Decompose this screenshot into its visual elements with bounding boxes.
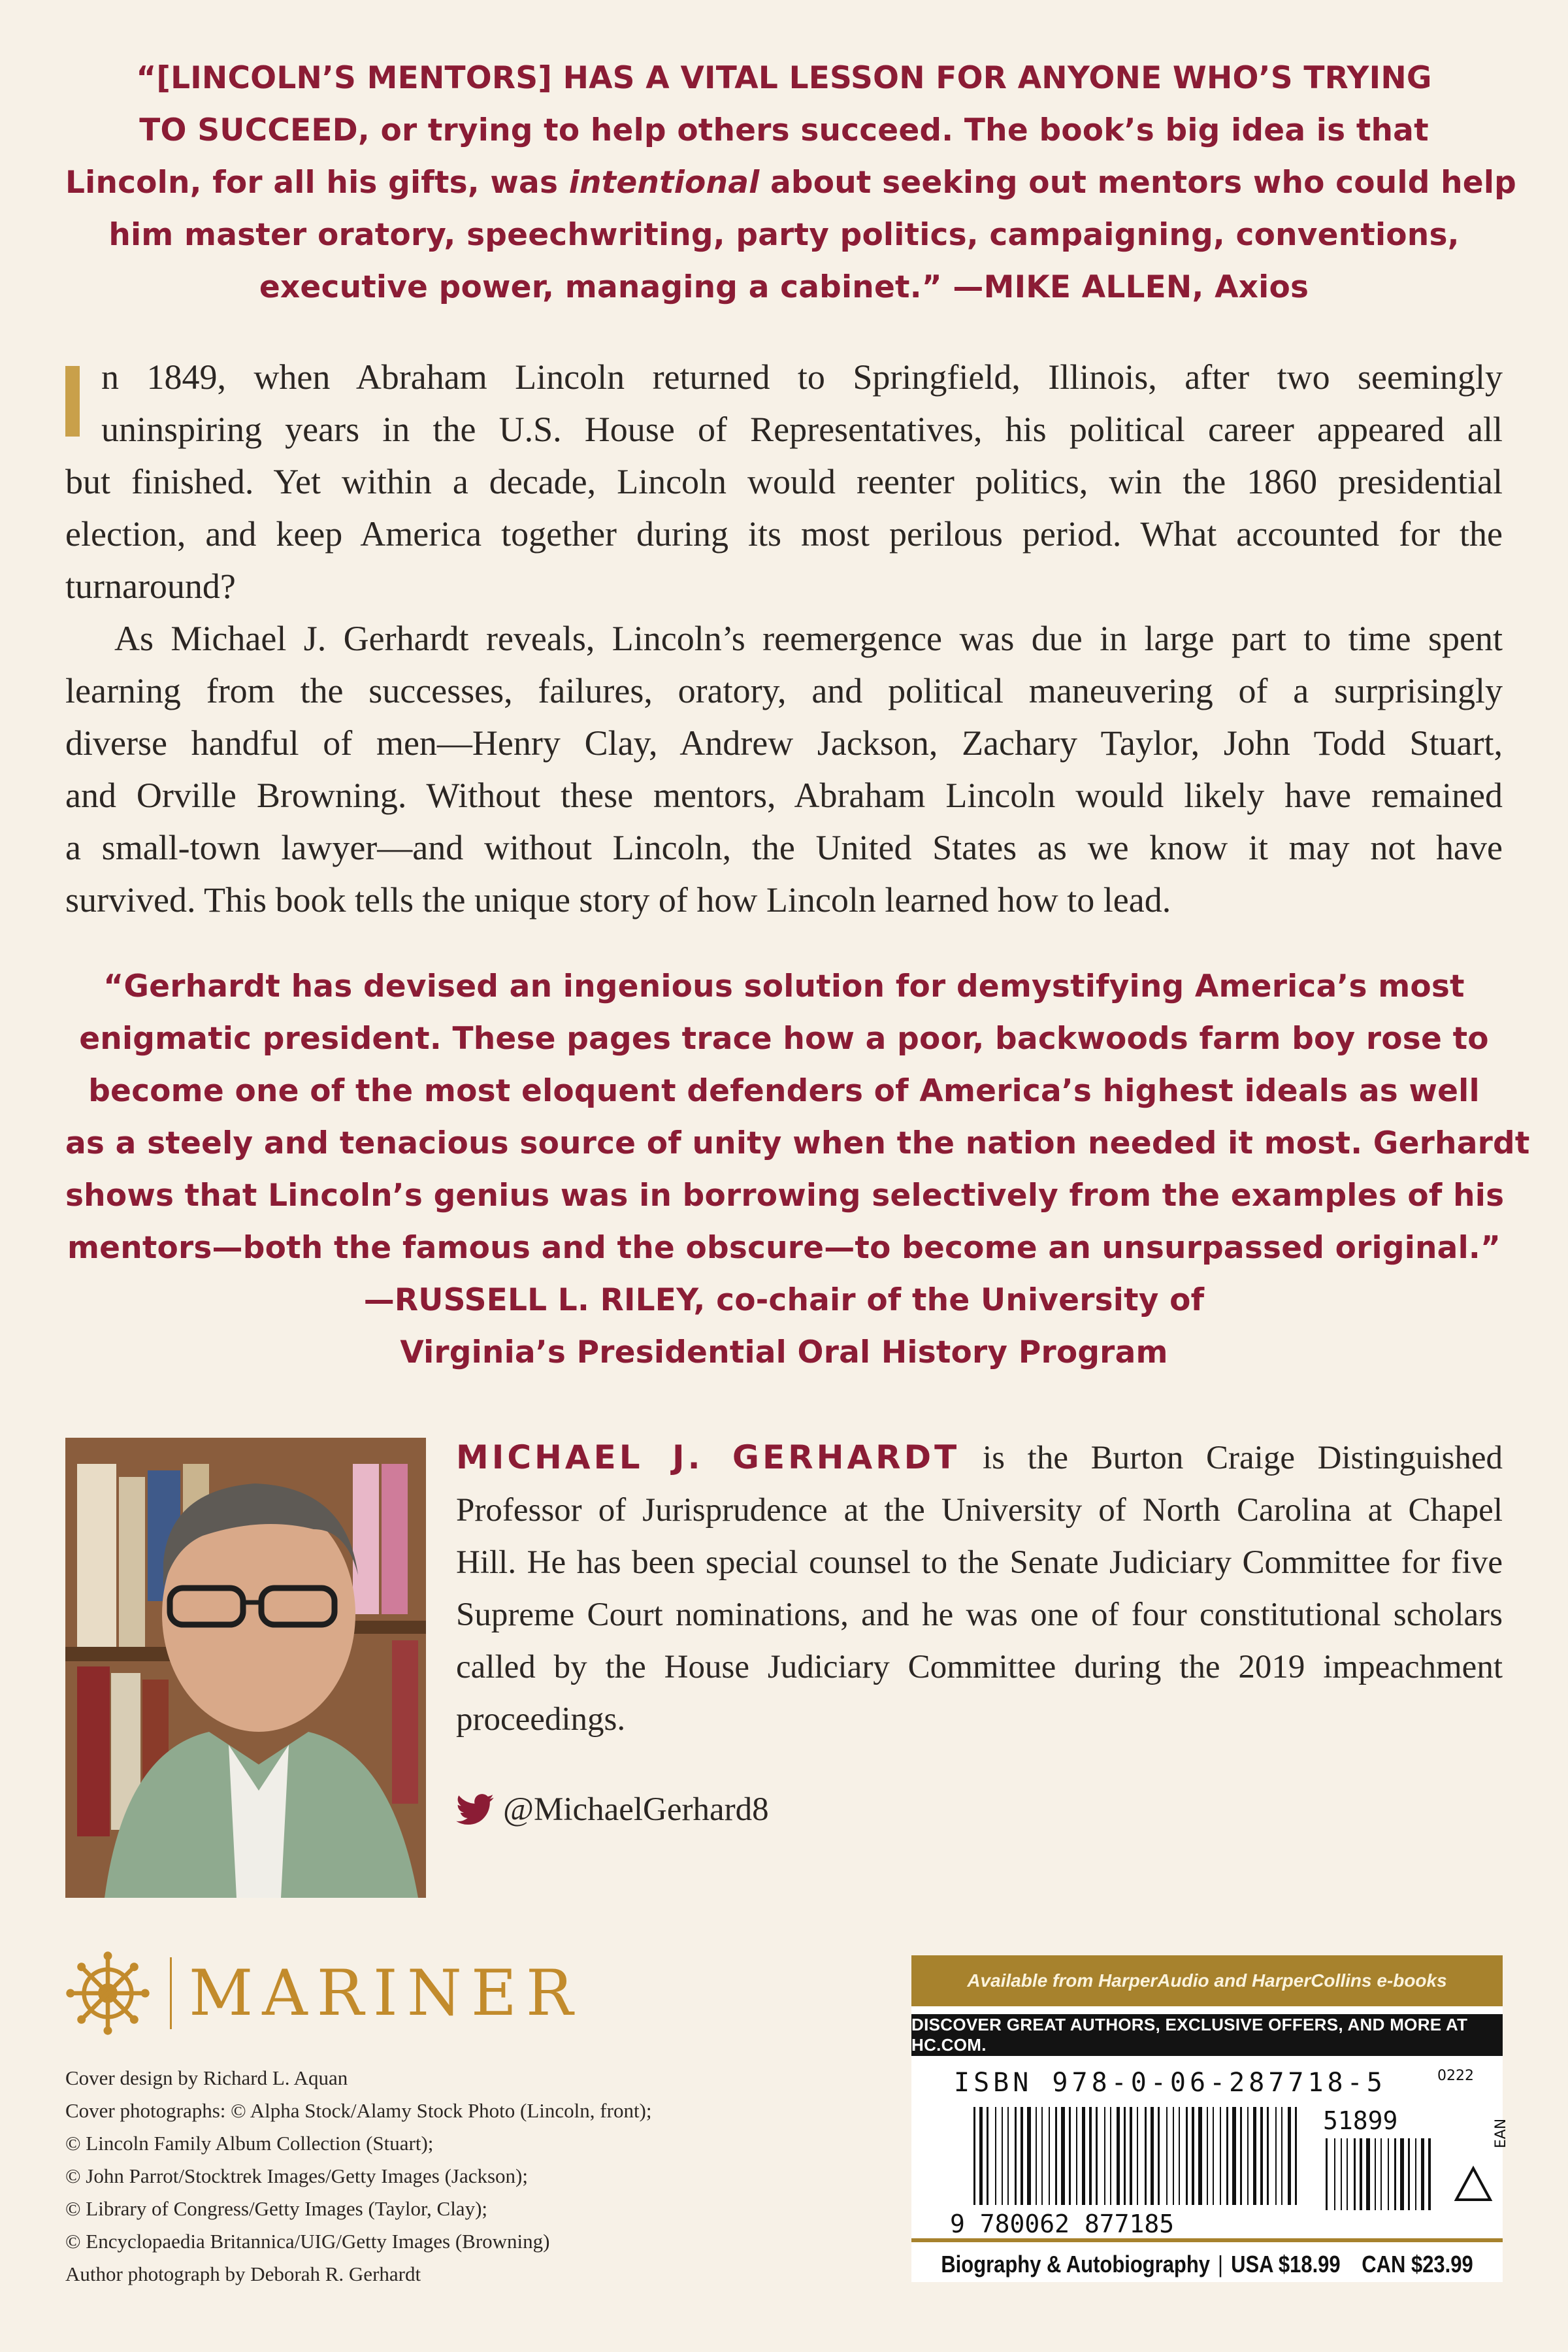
addon-bar — [1400, 2138, 1404, 2210]
credit-line: © Library of Congress/Getty Images (Taylor, Clay); — [65, 2197, 488, 2220]
quote-line: TO SUCCEED, or trying to help others succeed. The book’s big idea is that — [139, 112, 1429, 148]
publisher-logo — [65, 1951, 582, 2036]
barcode-bar — [1041, 2107, 1043, 2205]
barcode-bar — [1275, 2107, 1277, 2205]
barcode-bar — [1232, 2107, 1236, 2205]
barcode-bar — [1240, 2107, 1242, 2205]
publisher-name: MARINER — [189, 1957, 583, 2030]
isbn-text: ISBN 978-0-06-287718-5 — [954, 2068, 1386, 2098]
description-paragraph-1 — [65, 351, 1503, 612]
credit-line: © John Parrot/Stocktrek Images/Getty Images (Jackson); — [65, 2164, 528, 2187]
quote-line: as a steely and tenacious source of unity when the nation needed it most. Gerhardt — [65, 1125, 1530, 1161]
barcode-bar — [1288, 2107, 1291, 2205]
quote-line: enigmatic president. These pages trace how a poor, backwoods farm boy rose to — [79, 1021, 1489, 1057]
credit-line: Cover design by Richard L. Aquan — [65, 2066, 348, 2089]
bio-line: called by the House Judiciary Committee during the 2019 impeachment — [456, 1649, 1503, 1685]
barcode-bar — [1104, 2107, 1105, 2205]
credit-line: Cover photographs: © Alpha Stock/Alamy Stock Photo (Lincoln, front); — [65, 2099, 652, 2122]
barcode-bar — [1076, 2107, 1077, 2205]
barcode-bar — [1055, 2107, 1057, 2205]
barcode-bar — [1281, 2107, 1282, 2205]
credit-line: © Encyclopaedia Britannica/UIG/Getty Images (Browning) — [65, 2230, 550, 2253]
separator — [1341, 2251, 1362, 2278]
gold-rule — [911, 2238, 1503, 2242]
barcode-bar — [1002, 2107, 1003, 2205]
twitter-bird-icon — [456, 1794, 494, 1825]
addon-bar — [1375, 2138, 1376, 2210]
twitter-handle[interactable] — [456, 1791, 769, 1829]
barcode-bar — [1069, 2107, 1071, 2205]
barcode-bar — [1151, 2107, 1154, 2205]
addon-bar — [1380, 2138, 1382, 2210]
quote-line: mentors—both the famous and the obscure—to become an unsurpassed original.” — [67, 1230, 1501, 1266]
quote-line: “Gerhardt has devised an ingenious solution for demystifying America’s most — [103, 969, 1465, 1004]
text-line: n 1849, when Abraham Lincoln returned to Springfield, Illinois, after two seemingly — [101, 357, 1503, 397]
barcode-bar — [1198, 2107, 1202, 2205]
barcode-bar — [1124, 2107, 1126, 2205]
category-price-row — [941, 2247, 1473, 2282]
bio-line: proceedings. — [456, 1701, 626, 1738]
addon-digits-text: 51899 — [1323, 2107, 1398, 2135]
barcode-bar — [1096, 2107, 1098, 2205]
quote-line: “[LINCOLN’S MENTORS] HAS A VITAL LESSON FOR ANYONE WHO’S TRYING — [136, 60, 1432, 96]
audio-ebook-banner: Available from HarperAudio and HarperCollins e-books — [911, 1955, 1503, 2006]
addon-bar — [1408, 2138, 1410, 2210]
author-bio — [456, 1431, 1503, 1746]
barcode-bar — [979, 2107, 983, 2205]
barcode-panel — [911, 1955, 1510, 2282]
barcode-bar — [1130, 2107, 1132, 2205]
addon-bar — [1388, 2138, 1389, 2210]
bio-text: is the Burton Craige Distinguished — [960, 1440, 1503, 1476]
barcode-bar — [1027, 2107, 1031, 2205]
barcode-bar — [1192, 2107, 1194, 2205]
barcode-bar — [1247, 2107, 1249, 2205]
quote-attribution: —RUSSELL L. RILEY, co-chair of the University of — [363, 1282, 1205, 1318]
description-paragraph-2 — [65, 612, 1503, 926]
text-line: but finished. Yet within a decade, Lincoln would reenter politics, win the 1860 presidential — [65, 462, 1503, 501]
barcode-bar — [1207, 2107, 1208, 2205]
text-line: uninspiring years in the U.S. House of Representatives, his political career appeared all — [101, 410, 1503, 449]
hc-promo-banner: DISCOVER GREAT AUTHORS, EXCLUSIVE OFFERS, AND MORE AT HC.COM. — [911, 2014, 1503, 2056]
barcode-bar — [1021, 2107, 1023, 2205]
credit-line: Author photograph by Deborah R. Gerhardt — [65, 2262, 421, 2285]
price-usa: USA $18.99 — [1231, 2251, 1341, 2277]
barcode-bar — [1049, 2107, 1050, 2205]
barcode-bar — [1179, 2107, 1180, 2205]
addon-bar — [1360, 2138, 1362, 2210]
bottom-blurb-quote — [65, 961, 1530, 1379]
addon-bar — [1415, 2138, 1416, 2210]
credit-line: © Lincoln Family Album Collection (Stuart); — [65, 2132, 434, 2155]
text-line: turnaround? — [65, 567, 236, 606]
addon-bar — [1354, 2138, 1356, 2210]
addon-bar — [1428, 2138, 1431, 2210]
barcode-bar — [1173, 2107, 1174, 2205]
barcode-bar — [1061, 2107, 1065, 2205]
cover-credits — [65, 2062, 849, 2291]
barcode-bar — [1036, 2107, 1037, 2205]
bio-line: Supreme Court nominations, and he was one of four constitutional scholars — [456, 1597, 1503, 1633]
addon-bar — [1366, 2138, 1370, 2210]
price-code: 0222 — [1437, 2068, 1474, 2084]
barcode-bar — [1110, 2107, 1111, 2205]
emphasis-text: intentional — [568, 165, 760, 201]
text-line: election, and keep America together during its most perilous period. What accounted for the — [65, 514, 1503, 554]
barcode-bar — [1267, 2107, 1269, 2205]
barcode-bar — [1158, 2107, 1160, 2205]
quote-line: shows that Lincoln’s genius was in borrowing selectively from the examples of his — [65, 1178, 1505, 1214]
barcode-bar — [1007, 2107, 1009, 2205]
barcode-bar — [1220, 2107, 1221, 2205]
barcode-bar — [1137, 2107, 1138, 2205]
quote-attribution: Virginia’s Presidential Oral History Program — [400, 1334, 1168, 1370]
barcode-bar — [1295, 2107, 1297, 2205]
barcode-bar — [1117, 2107, 1120, 2205]
price-can: CAN $23.99 — [1362, 2251, 1473, 2277]
barcode-bar — [1226, 2107, 1228, 2205]
quote-line: become one of the most eloquent defenders of America’s highest ideals as well — [88, 1073, 1480, 1109]
barcode-bar — [1166, 2107, 1168, 2205]
text-line: diverse handful of men—Henry Clay, Andrew Jackson, Zachary Taylor, John Todd Stuart, — [65, 723, 1503, 763]
text-line: learning from the successes, failures, oratory, and political maneuvering of a surprisingly — [65, 671, 1503, 710]
addon-bar — [1421, 2138, 1424, 2210]
barcode-bar — [1015, 2107, 1017, 2205]
addon-bar — [1341, 2138, 1342, 2210]
barcode-bar — [1089, 2107, 1092, 2205]
barcode-bar — [1213, 2107, 1214, 2205]
text-line: survived. This book tells the unique story of how Lincoln learned how to lead. — [65, 880, 1171, 919]
text-line: and Orville Browning. Without these mentors, Abraham Lincoln would likely have remained — [65, 776, 1503, 815]
addon-bar — [1347, 2138, 1348, 2210]
twitter-handle-text: @MichaelGerhard8 — [503, 1791, 769, 1828]
bio-line: Hill. He has been special counsel to the Senate Judiciary Committee for five — [456, 1544, 1503, 1581]
logo-divider — [170, 1957, 172, 2029]
top-blurb-quote — [65, 52, 1516, 314]
text-line: As Michael J. Gerhardt reveals, Lincoln’s reemergence was due in large part to time spent — [114, 619, 1503, 658]
addon-bar — [1334, 2138, 1335, 2210]
quote-line: executive power, managing a cabinet.” —MIKE ALLEN, Axios — [259, 269, 1309, 305]
ean-triangle-icon — [1454, 2164, 1493, 2204]
bio-line: Professor of Jurisprudence at the University of North Carolina at Chapel — [456, 1492, 1503, 1529]
barcode-bar — [973, 2107, 975, 2205]
ean-label: EAN — [1493, 2118, 1510, 2149]
book-category: Biography & Autobiography — [941, 2251, 1210, 2277]
ean-barcode — [947, 2107, 1444, 2238]
barcode-bar — [995, 2107, 996, 2205]
barcode-bar — [1082, 2107, 1085, 2205]
barcode-bar — [1260, 2107, 1263, 2205]
quote-line: him master oratory, speechwriting, party politics, campaigning, conventions, — [108, 217, 1460, 253]
barcode-bar — [1186, 2107, 1188, 2205]
addon-bar — [1326, 2138, 1328, 2210]
quote-line: Lincoln, for all his gifts, was intentional about seeking out mentors who could help — [65, 165, 1516, 201]
ean-digits-text: 9 780062 877185 — [950, 2210, 1175, 2238]
ship-wheel-icon — [65, 1951, 150, 2036]
barcode-bar — [1145, 2107, 1147, 2205]
separator: | — [1218, 2251, 1224, 2277]
author-name: MICHAEL J. GERHARDT — [456, 1438, 960, 1476]
barcode-bar — [1253, 2107, 1256, 2205]
author-photo — [65, 1438, 426, 1898]
barcode-bar — [987, 2107, 988, 2205]
addon-bar — [1394, 2138, 1396, 2210]
text-line: a small-town lawyer—and without Lincoln, the United States as we know it may not have — [65, 828, 1503, 867]
